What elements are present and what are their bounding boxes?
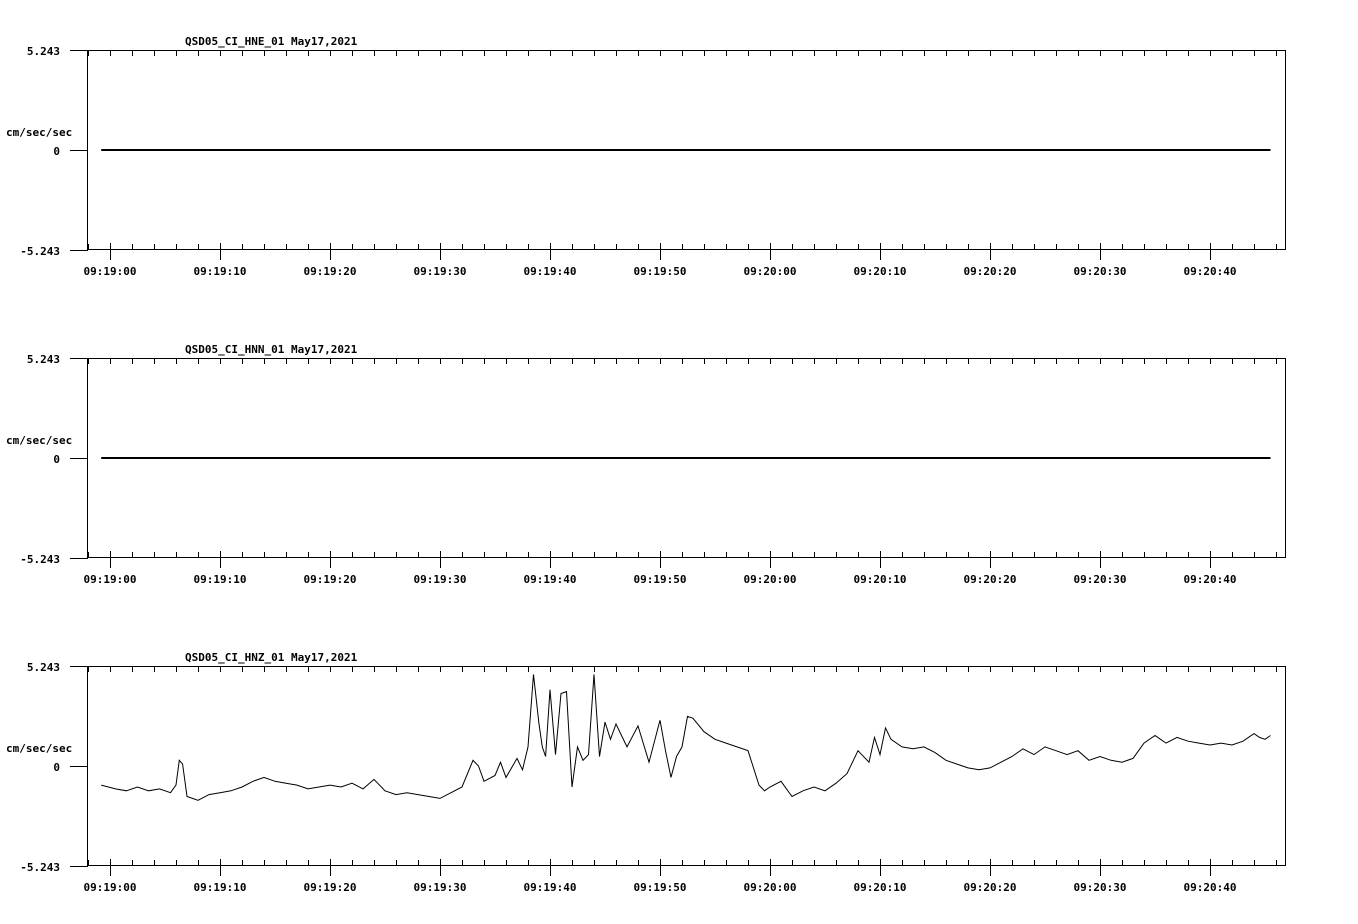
x-tick-label: 09:20:30: [1073, 573, 1127, 586]
x-tick-label: 09:19:40: [523, 881, 577, 894]
y-tick-bottom: -5.243: [20, 553, 60, 566]
x-tick-label: 09:19:50: [633, 881, 687, 894]
x-tick-label: 09:19:50: [633, 265, 687, 278]
panel-title: QSD05_CI_HNZ_01 May17,2021: [185, 651, 358, 664]
x-tick-label: 09:19:20: [303, 573, 357, 586]
x-tick-label: 09:19:40: [523, 265, 577, 278]
x-tick-label: 09:19:10: [193, 881, 247, 894]
x-tick-label: 09:20:30: [1073, 265, 1127, 278]
x-tick-label: 09:20:00: [743, 881, 797, 894]
x-tick-label: 09:19:50: [633, 573, 687, 586]
y-tick-top: 5.243: [26, 661, 60, 674]
panel-hnn: [6, 343, 1286, 586]
x-tick-label: 09:19:20: [303, 881, 357, 894]
x-tick-label: 09:20:20: [963, 881, 1017, 894]
x-tick-label: 09:20:10: [853, 573, 907, 586]
y-tick-top: 5.243: [26, 45, 60, 58]
plot-frame: [88, 667, 1286, 866]
x-tick-label: 09:20:40: [1183, 881, 1237, 894]
x-tick-labels: [84, 881, 1237, 894]
y-tick-zero: 0: [53, 145, 60, 158]
x-tick-label: 09:20:00: [743, 265, 797, 278]
x-tick-label: 09:19:00: [83, 265, 137, 278]
x-tick-labels: [84, 573, 1237, 586]
x-tick-label: 09:19:40: [523, 573, 577, 586]
x-tick-label: 09:20:10: [853, 881, 907, 894]
x-tick-label: 09:20:20: [963, 573, 1017, 586]
x-tick-label: 09:20:40: [1183, 573, 1237, 586]
x-tick-label: 09:20:20: [963, 265, 1017, 278]
waveform-trace: [101, 674, 1270, 800]
y-tick-bottom: -5.243: [20, 245, 60, 258]
y-axis-label: cm/sec/sec: [6, 742, 73, 755]
panel-title: QSD05_CI_HNN_01 May17,2021: [185, 343, 358, 356]
x-tick-label: 09:19:30: [413, 265, 467, 278]
panel-hnz: [6, 651, 1286, 894]
x-tick-label: 09:20:30: [1073, 881, 1127, 894]
y-tick-zero: 0: [53, 761, 60, 774]
panel-title: QSD05_CI_HNE_01 May17,2021: [185, 35, 358, 48]
x-tick-label: 09:19:10: [193, 573, 247, 586]
x-tick-label: 09:19:00: [83, 573, 137, 586]
y-axis-label: cm/sec/sec: [6, 126, 73, 139]
x-tick-label: 09:19:00: [83, 881, 137, 894]
x-tick-labels: [84, 265, 1237, 278]
y-axis-label: cm/sec/sec: [6, 434, 73, 447]
y-tick-bottom: -5.243: [20, 861, 60, 874]
x-tick-label: 09:20:00: [743, 573, 797, 586]
y-tick-top: 5.243: [26, 353, 60, 366]
x-tick-label: 09:19:20: [303, 265, 357, 278]
x-tick-label: 09:19:30: [413, 573, 467, 586]
panel-hne: [6, 35, 1286, 278]
x-tick-label: 09:19:10: [193, 265, 247, 278]
x-tick-label: 09:20:40: [1183, 265, 1237, 278]
y-tick-zero: 0: [53, 453, 60, 466]
x-tick-label: 09:19:30: [413, 881, 467, 894]
x-tick-label: 09:20:10: [853, 265, 907, 278]
